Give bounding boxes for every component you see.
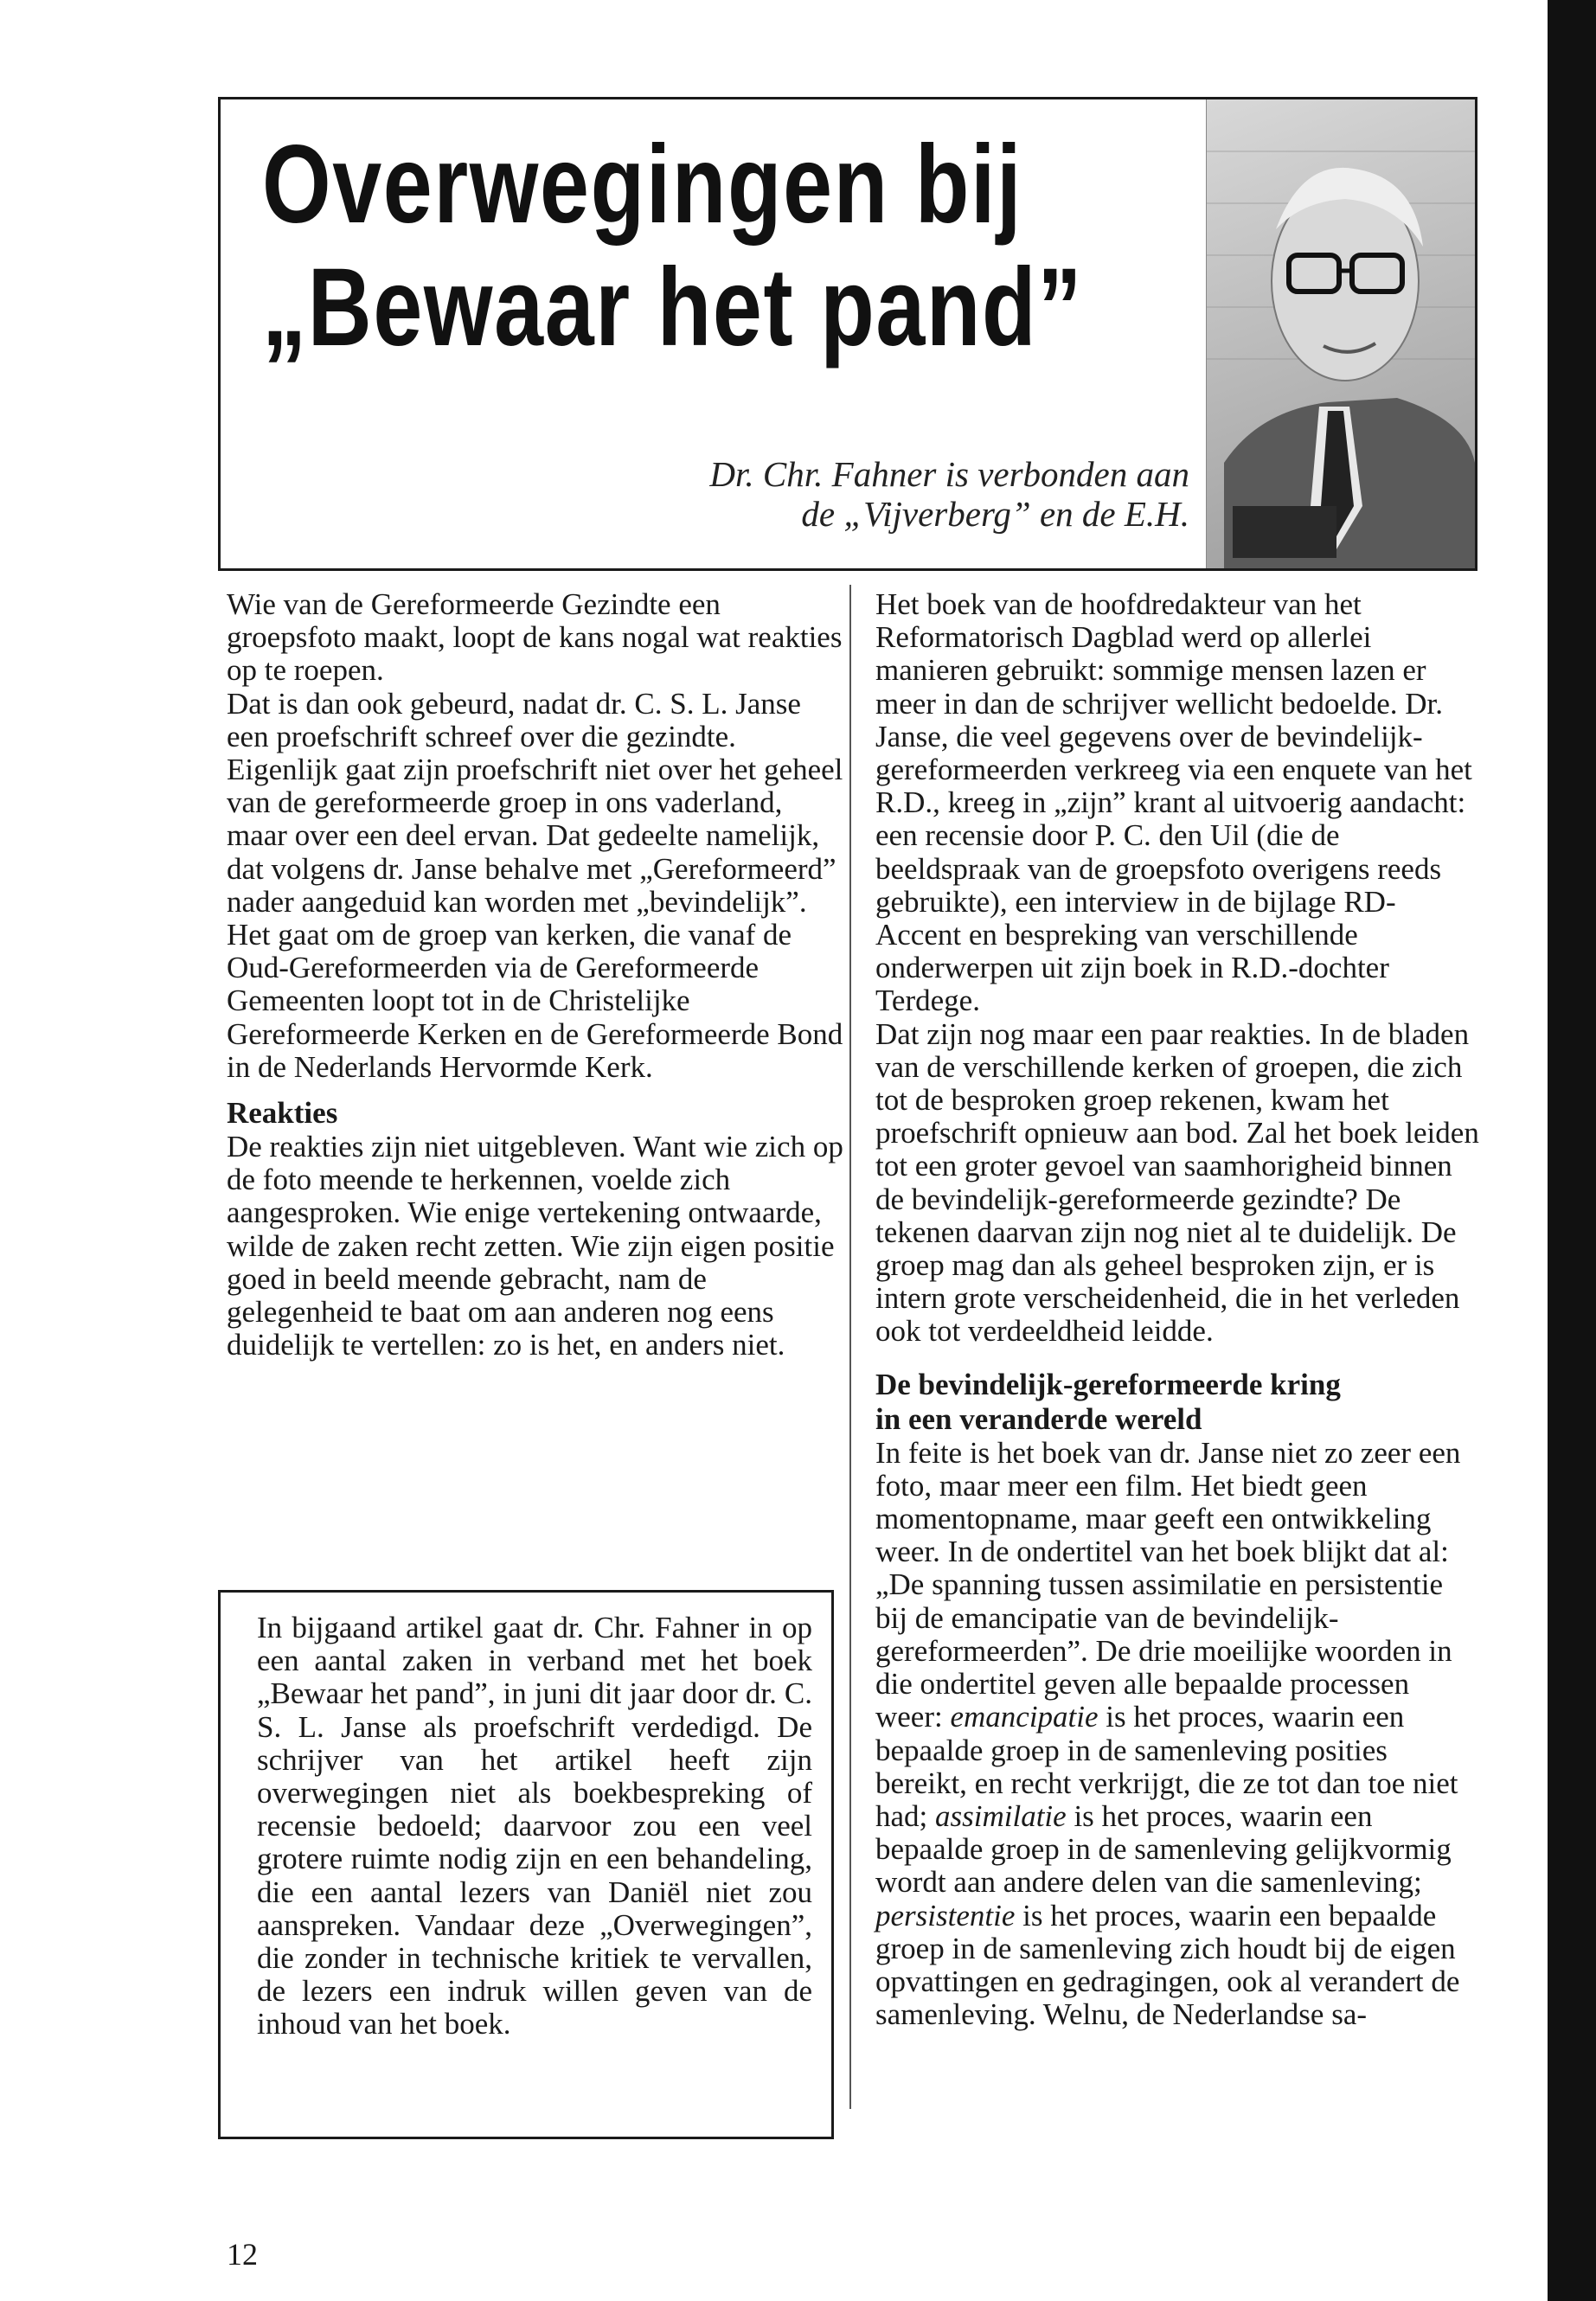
term-emancipatie: emancipatie [950, 1700, 1099, 1734]
section-heading-reakties: Reakties [227, 1096, 338, 1131]
term-assimilatie: assimilatie [935, 1798, 1067, 1833]
left-column [227, 588, 849, 1362]
page-number: 12 [227, 2237, 258, 2272]
title-line-2: „Bewaar het pand” [262, 246, 1083, 369]
article-header [218, 97, 1477, 571]
caption-line-1: Dr. Chr. Fahner is verbonden aan [709, 454, 1189, 494]
scan-edge-bar [1548, 0, 1596, 2301]
article-title [262, 124, 1083, 369]
p3-part-4: is het proces, waarin een bepaalde groep in de samenleving zich houdt bij de eigen opvattingen en gedragingen, ook al verandert de samenleving. Welnu, de Nederlandse sa- [875, 1898, 1460, 2032]
caption-line-2: de „Vijverberg” en de E.H. [801, 494, 1189, 534]
right-paragraph-3 [875, 1437, 1481, 2032]
heading-kring-line-1: De bevindelijk-gereformeerde kring [875, 1367, 1341, 1401]
right-paragraph-2: Dat zijn nog maar een paar reakties. In de bladen van de verschillende kerken of groepen, die zich tot de besproken groep rekenen, kwam het proefschrift opnieuw aan bod. Zal het boek leiden tot een groter gevoel van saamhorigheid binnen de bevindelijk-gereformeerde gezindte? De tekenen daarvan zijn nog niet al te duidelijk. De groep mag dan als geheel besproken zijn, er is intern grote verscheidenheid, die in het verleden ook tot verdeeldheid leidde. [875, 1016, 1479, 1349]
right-paragraph-1: Het boek van de hoofdredakteur van het Reformatorisch Dagblad werd op allerlei manieren gebruikt: sommige mensen lazen er meer in dan de schrijver wellicht bedoelde. Dr. Janse, die veel gegevens over de bevindelijk-gereformeerden verkreeg via een enquete van het R.D., kreeg in „zijn” krant al uitvoerig aandacht: een recensie door P. C. den Uil (die de beeldspraak van de groepsfoto overigens reeds gebruikte), een interview in de bijlage RD-Accent en bespreking van verschillende onderwerpen uit zijn boek in R.D.-dochter Terdege. [875, 587, 1472, 1018]
author-caption [709, 454, 1189, 534]
left-paragraph-4: De reakties zijn niet uitgebleven. Want wie zich op de foto meende te herkennen, voelde zich aangesproken. Wie enige vertekening ontwaarde, wilde de zaken recht zetten. Wie zijn eigen positie goed in beeld meende gebracht, nam de gelegenheid te baat om aan anderen nog eens duidelijk te vertellen: zo is het, en anders niet. [227, 1130, 843, 1362]
author-photo [1206, 99, 1475, 571]
term-persistentie: persistentie [875, 1898, 1016, 1932]
intro-text: In bijgaand artikel gaat dr. Chr. Fahner in op een aantal zaken in verband met het boek „Bewaar het pand”, in juni dit jaar door dr. C. S. L. Janse als proefschrift verdedigd. De schrijver van het artikel heeft zijn overwegingen niet als boekbespreking of recensie bedoeld; daarvoor zou een veel grotere ruimte nodig zijn en een behandeling, die een aantal lezers van Daniël niet zou aanspreken. Vandaar deze „Overwegingen”, die zonder in technische kritiek te vervallen, de lezers een indruk willen geven van de inhoud van het boek. [257, 1611, 812, 2041]
section-heading-kring [875, 1368, 1481, 1437]
left-paragraph-3: Eigenlijk gaat zijn proefschrift niet over het geheel van de gereformeerde groep in ons vaderland, maar over een deel ervan. Dat gedeelte namelijk, dat volgens dr. Janse behalve met „Gereformeerd” nader aangeduid kan worden met „bevindelijk”. Het gaat om de groep van kerken, die vanaf de Oud-Gereformeerden via de Gereformeerde Gemeenten loopt tot in de Christelijke Gereformeerde Kerken en de Gereformeerde Bond in de Nederlands Hervormde Kerk. [227, 753, 843, 1084]
left-paragraph-1: Wie van de Gereformeerde Gezindte een groepsfoto maakt, loopt de kans nogal wat reakties op te roepen. [227, 587, 843, 688]
left-paragraph-2: Dat is dan ook gebeurd, nadat dr. C. S. L. Janse een proefschrift schreef over die gezindte. [227, 686, 801, 753]
column-divider [849, 585, 851, 2109]
p3-part-1: In feite is het boek van dr. Janse niet zo zeer een foto, maar meer een film. Het biedt geen momentopname, maar geeft een ontwikkeling weer. In de ondertitel van het boek blijkt dat al: „De spanning tussen assimilatie en persistentie bij de emancipatie van de bevindelijk-gereformeerden”. De drie moeilijke woorden in die ondertitel geven alle bepaalde processen weer: [875, 1435, 1461, 1734]
right-column [875, 588, 1481, 2031]
intro-box [218, 1590, 834, 2139]
heading-kring-line-2: in een veranderde wereld [875, 1401, 1202, 1436]
p3-part-2: is het proces, waarin een bepaalde groep in de samenleving posities bereikt, en recht verkrijgt, die ze tot dan toe niet had; [875, 1700, 1458, 1833]
p3-part-3: is het proces, waarin een bepaalde groep in de samenleving gelijkvormig wordt aan andere delen van die samenleving; [875, 1798, 1452, 1900]
title-line-1: Overwegingen bij [262, 123, 1023, 247]
